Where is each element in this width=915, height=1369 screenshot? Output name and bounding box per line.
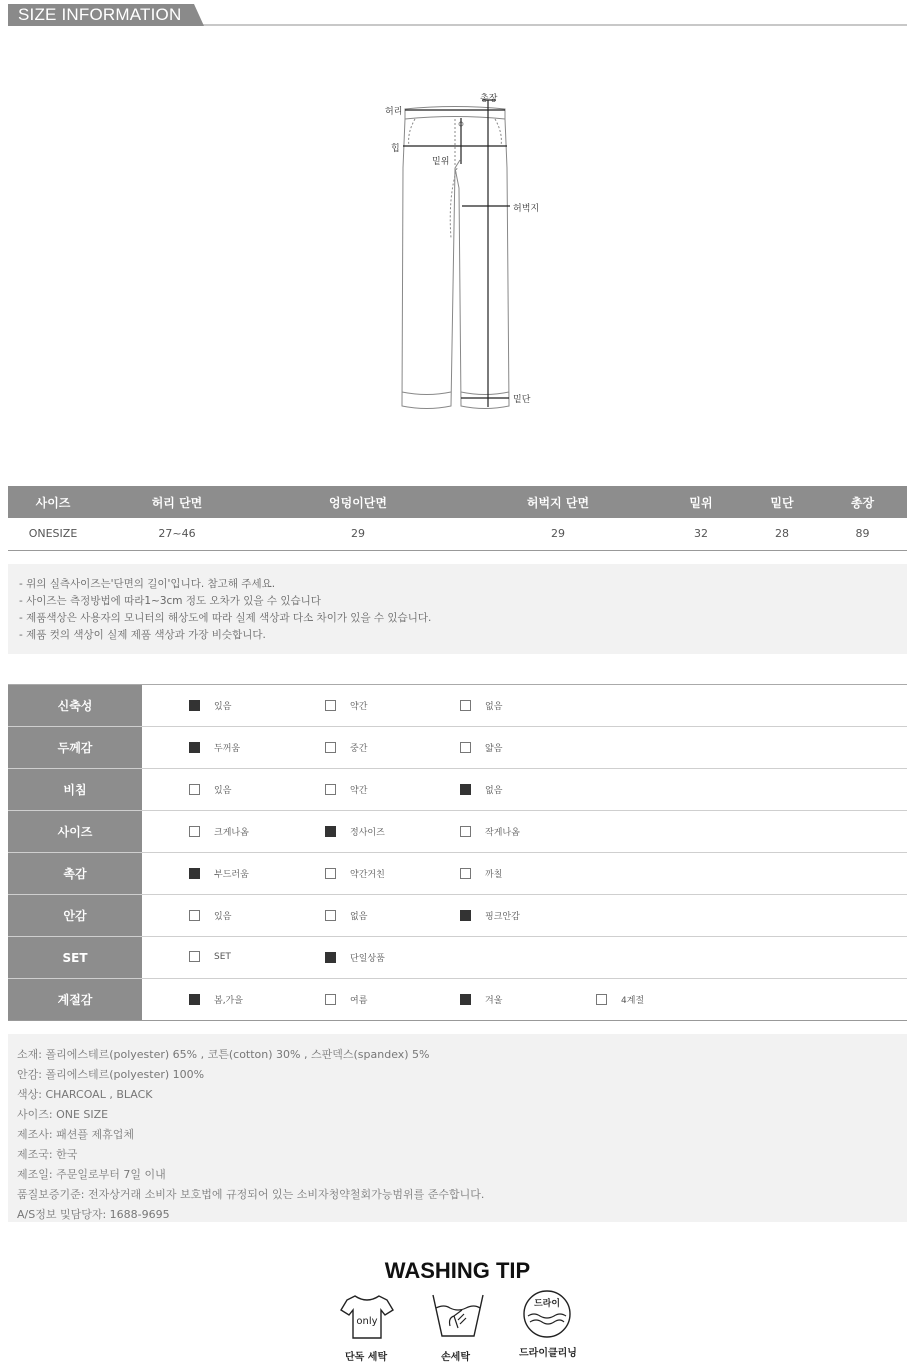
svg-text:only: only — [356, 1316, 378, 1327]
checkbox-icon[interactable] — [325, 868, 336, 879]
attribute-name: SET — [8, 937, 142, 978]
size-col-waist: 허리 단면 — [98, 486, 256, 518]
info-line: 품질보증기준: 전자상거래 소비자 보호법에 규정되어 있는 소비자청약철회가능범위를 준수합니다. — [17, 1188, 485, 1201]
thigh-label: 허벅지 — [513, 204, 540, 214]
checkbox-icon[interactable] — [325, 700, 336, 711]
hand-wash-icon — [428, 1290, 488, 1342]
option-label: 두꺼움 — [214, 744, 241, 754]
info-line: 제조일: 주문일로부터 7일 이내 — [17, 1168, 166, 1181]
size-col-hem: 밑단 — [746, 486, 818, 518]
table-cell: 29 — [256, 518, 460, 550]
attribute-name: 사이즈 — [8, 811, 142, 852]
option-item[interactable] — [460, 699, 502, 712]
washing-tip-title: WASHING TIP — [384, 1258, 531, 1283]
hip-label: 힙 — [391, 144, 400, 154]
option-item[interactable] — [325, 825, 385, 838]
attribute-row-texture — [8, 853, 907, 895]
size-col-hip: 엉덩이단면 — [256, 486, 460, 518]
info-line: 제조국: 한국 — [17, 1148, 78, 1161]
checkbox-icon[interactable] — [460, 868, 471, 879]
info-line: 소재: 폴리에스테르(polyester) 65% , 코튼(cotton) 30% , 스판덱스(spandex) 5% — [17, 1048, 430, 1061]
attribute-row-set — [8, 937, 907, 979]
option-label: 여름 — [350, 996, 368, 1006]
rise-label: 밑위 — [432, 157, 450, 167]
info-line: 색상: CHARCOAL , BLACK — [17, 1088, 153, 1101]
attribute-row-thickness — [8, 727, 907, 769]
checkbox-icon[interactable] — [189, 910, 200, 921]
option-label: 겨울 — [485, 996, 503, 1006]
note-line: - 제품 컷의 색상이 실제 제품 색상과 가장 비슷합니다. — [19, 629, 266, 641]
checkbox-checked-icon[interactable] — [189, 742, 200, 753]
option-item[interactable] — [325, 867, 385, 880]
info-line: 사이즈: ONE SIZE — [17, 1108, 109, 1121]
option-item[interactable] — [325, 699, 367, 712]
option-label: SET — [214, 951, 231, 962]
option-label: 단일상품 — [350, 954, 385, 964]
waist-label: 허리 — [385, 107, 403, 117]
option-label: 없음 — [485, 702, 503, 712]
option-label: 작게나옴 — [485, 828, 520, 838]
option-label: 핑크안감 — [485, 912, 520, 922]
table-cell: ONESIZE — [8, 518, 98, 550]
pants-diagram — [375, 88, 550, 428]
size-col-rise: 밑위 — [656, 486, 746, 518]
size-col-length: 총장 — [818, 486, 907, 518]
size-col-thigh: 허벅지 단면 — [460, 486, 656, 518]
option-item[interactable] — [325, 909, 367, 922]
option-label: 약간거친 — [350, 870, 385, 880]
table-cell: 27~46 — [98, 518, 256, 550]
option-item[interactable] — [189, 741, 240, 754]
pants-outline-icon — [375, 88, 550, 428]
attribute-name: 두께감 — [8, 727, 142, 768]
checkbox-icon[interactable] — [460, 826, 471, 837]
option-label: 얇음 — [485, 744, 503, 754]
size-table — [8, 486, 907, 551]
checkbox-icon[interactable] — [460, 742, 471, 753]
option-item[interactable] — [460, 783, 502, 796]
option-item[interactable] — [460, 825, 520, 838]
checkbox-checked-icon[interactable] — [460, 910, 471, 921]
option-label: 있음 — [214, 786, 232, 796]
option-label: 있음 — [214, 702, 232, 712]
option-item[interactable] — [325, 993, 367, 1006]
option-item[interactable] — [189, 783, 231, 796]
attribute-name: 신축성 — [8, 685, 142, 726]
option-label: 정사이즈 — [350, 828, 385, 838]
option-item[interactable] — [189, 825, 249, 838]
size-notes — [8, 564, 907, 654]
attribute-row-season — [8, 979, 907, 1021]
note-line: - 제품색상은 사용자의 모니터의 해상도에 따라 실제 색상과 다소 차이가 있을 수 있습니다. — [19, 612, 432, 624]
option-label: 없음 — [485, 786, 503, 796]
option-item[interactable] — [325, 951, 385, 964]
checkbox-checked-icon[interactable] — [189, 868, 200, 879]
option-item[interactable] — [189, 951, 231, 962]
attribute-name: 계절감 — [8, 979, 142, 1020]
attribute-row-lining — [8, 895, 907, 937]
option-item[interactable] — [189, 909, 231, 922]
attribute-row-size — [8, 811, 907, 853]
option-label: 약간 — [350, 786, 368, 796]
attribute-name: 안감 — [8, 895, 142, 936]
option-item[interactable] — [596, 993, 644, 1006]
checkbox-icon[interactable] — [189, 826, 200, 837]
section-title: SIZE INFORMATION — [18, 5, 182, 24]
option-label: 있음 — [214, 912, 232, 922]
checkbox-icon[interactable] — [325, 994, 336, 1005]
info-line: 제조사: 패션플 제휴업체 — [17, 1128, 134, 1141]
checkbox-checked-icon[interactable] — [460, 784, 471, 795]
option-item[interactable] — [460, 909, 520, 922]
checkbox-icon[interactable] — [596, 994, 607, 1005]
attribute-name: 비침 — [8, 769, 142, 810]
option-label: 봄,가을 — [214, 996, 243, 1006]
option-label: 크게나옴 — [214, 828, 249, 838]
attribute-row-elasticity — [8, 685, 907, 727]
length-label: 총장 — [480, 94, 498, 104]
wash-label: 드라이클리닝 — [519, 1348, 577, 1359]
checkbox-icon[interactable] — [460, 700, 471, 711]
table-cell: 89 — [818, 518, 907, 550]
dry-clean-icon — [517, 1290, 577, 1342]
wash-label: 손세탁 — [441, 1352, 470, 1363]
checkbox-icon[interactable] — [189, 784, 200, 795]
size-col-size: 사이즈 — [8, 486, 98, 518]
checkbox-checked-icon[interactable] — [460, 994, 471, 1005]
option-label: 없음 — [350, 912, 368, 922]
attribute-table — [8, 684, 907, 1021]
checkbox-checked-icon[interactable] — [189, 700, 200, 711]
info-line: A/S정보 및담당자: 1688-9695 — [17, 1208, 170, 1221]
table-cell: 29 — [460, 518, 656, 550]
tshirt-only-icon — [337, 1290, 397, 1342]
table-cell: 32 — [656, 518, 746, 550]
option-item[interactable] — [189, 699, 231, 712]
svg-text:드라이: 드라이 — [533, 1299, 561, 1309]
option-item[interactable] — [460, 867, 502, 880]
option-item[interactable] — [189, 867, 249, 880]
option-item[interactable] — [189, 993, 243, 1006]
checkbox-icon[interactable] — [325, 784, 336, 795]
option-item[interactable] — [460, 993, 502, 1006]
wash-label: 단독 세탁 — [345, 1352, 388, 1363]
checkbox-icon[interactable] — [189, 951, 200, 962]
table-cell: 28 — [746, 518, 818, 550]
option-item[interactable] — [325, 783, 367, 796]
option-item[interactable] — [325, 741, 367, 754]
option-label: 부드러움 — [214, 870, 249, 880]
checkbox-checked-icon[interactable] — [325, 826, 336, 837]
checkbox-checked-icon[interactable] — [189, 994, 200, 1005]
option-item[interactable] — [460, 741, 502, 754]
note-line: - 사이즈는 측정방법에 따라1~3cm 정도 오차가 있을 수 있습니다 — [19, 595, 321, 607]
checkbox-icon[interactable] — [325, 742, 336, 753]
size-table-header — [8, 486, 907, 518]
option-label: 4계절 — [621, 996, 645, 1006]
hem-label: 밑단 — [513, 395, 531, 405]
table-row — [8, 518, 907, 550]
note-line: - 위의 실측사이즈는'단면의 길이'입니다. 참고해 주세요. — [19, 578, 276, 590]
option-label: 중간 — [350, 744, 368, 754]
attribute-row-sheerness — [8, 769, 907, 811]
info-line: 안감: 폴리에스테르(polyester) 100% — [17, 1068, 205, 1081]
checkbox-checked-icon[interactable] — [325, 952, 336, 963]
option-label: 까칠 — [485, 870, 503, 880]
material-info — [8, 1034, 907, 1222]
checkbox-icon[interactable] — [325, 910, 336, 921]
option-label: 약간 — [350, 702, 368, 712]
attribute-name: 촉감 — [8, 853, 142, 894]
